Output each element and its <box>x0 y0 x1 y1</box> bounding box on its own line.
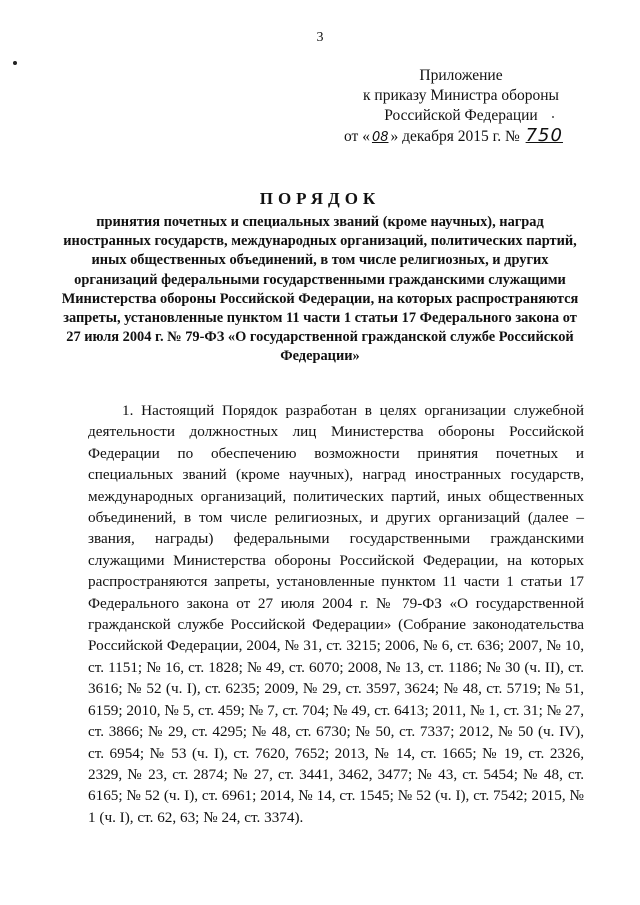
document-heading <box>60 187 580 367</box>
page-number: 3 <box>316 30 324 45</box>
approval-line-appendix: Приложение <box>419 67 503 84</box>
paragraph-1: 1. Настоящий Порядок разработан в целях организации служебной деятельности должностных лиц Министерства обороны Российской Федерации по обеспечению возможности принятия почетных и специальных званий (кроме научных), наград иностранных государств, международных организаций, политических партий, иных общественных объединений, в том числе религиозных, и других организаций (далее – звания, награды) федеральными государственными гражданскими служащими Министерства обороны Российской Федерации, на которых распространяются запреты, установленные пунктом 11 части 1 статьи 17 Федерального закона от 27 июля 2004 г. № 79-ФЗ «О государственной гражданской службе Российской Федерации» (Собрание законодательства Российской Федерации, 2004, № 31, ст. 3215; 2006, № 6, ст. 636; 2007, № 10, ст. 1151; № 16, ст. 1828; № 49, ст. 6070; 2008, № 13, ст. 1186; № 30 (ч. II), ст. 3616; № 52 (ч. I), ст. 6235; 2009, № 29, ст. 3597, 3624; № 48, ст. 5719; № 51, 6159; 2010, № 5, ст. 459; № 7, ст. 704; № 49, ст. 6413; 2011, № 1, ст. 31; № 27, ст. 3866; № 29, ст. 4295; № 48, ст. 6730; № 50, ст. 7337; 2012, № 50 (ч. IV), ст. 6954; № 53 (ч. I), ст. 7620, 7652; 2013, № 14, ст. 1665; № 19, ст. 2326, 2329, № 23, ст. 2874; № 27, ст. 3441, 3462, 3477; № 43, ст. 5454; № 48, ст. 6165; № 52 (ч. I), ст. 6961; 2014, № 14, ст. 1545; № 52 (ч. I), ст. 7542; 2015, № 1 (ч. I), ст. 62, 63; № 24, ст. 3374). <box>88 402 584 826</box>
approval-line-federation: Российской Федерации <box>384 107 538 124</box>
handwritten-order-number: 750 <box>525 125 563 146</box>
approval-line-order: к приказу Министра обороны <box>363 87 559 104</box>
document-title: ПОРЯДОК <box>259 189 381 208</box>
scan-mark <box>13 61 17 65</box>
handwritten-day: 08 <box>371 130 389 145</box>
document-body <box>88 400 584 828</box>
document-subtitle: принятия почетных и специальных званий (кроме научных), наград иностранных государств, международных организаций, политических партий, иных общественных объединений, в том числе религиозных, и других организаций федеральными государственными гражданскими служащими Министерства обороны Российской Федерации, на которых распространяются запреты, установленные пунктом 11 части 1 статьи 17 Федерального закона от 27 июля 2004 г. № 79-ФЗ «О государственной гражданской службе Российской Федерации» <box>61 214 579 365</box>
date-middle: » декабря 2015 г. № <box>390 128 520 145</box>
approval-block <box>336 66 586 148</box>
date-prefix: от « <box>344 128 370 145</box>
approval-date-line <box>336 126 586 148</box>
